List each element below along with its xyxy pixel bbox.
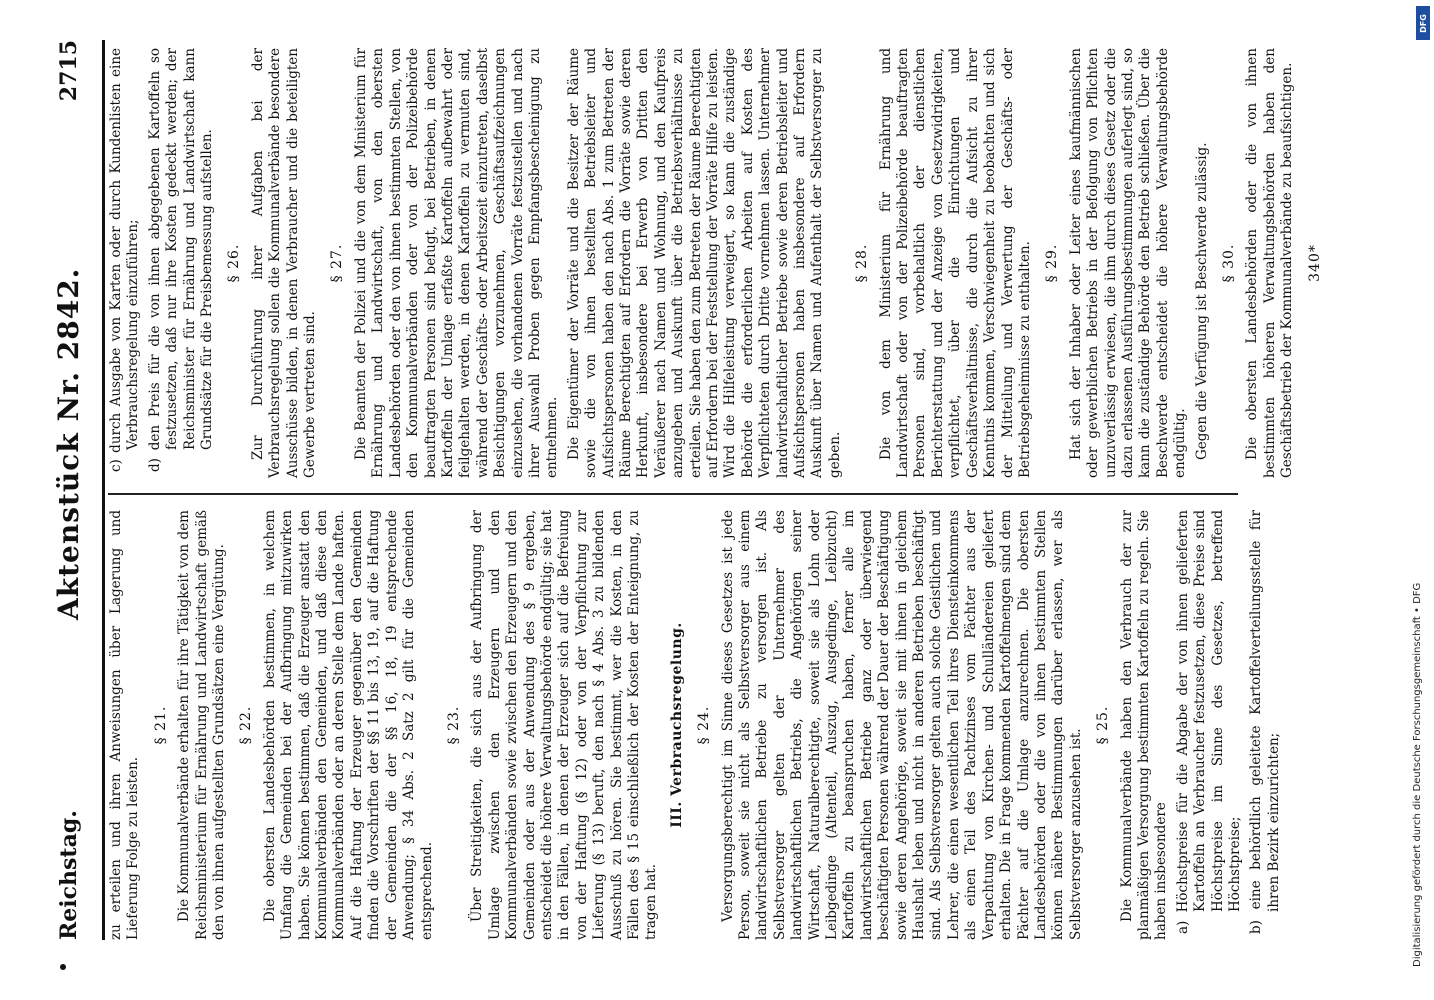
section-number: § 27. <box>329 243 346 283</box>
paragraph: Die Kommunalverbände erhalten für ihre Tätigkeit von dem Reichsministerium für Ernährung und Landwirtschaft gemäß den von ihnen aufgestellten Grundsätzen eine Vergütung. <box>176 510 228 940</box>
paragraph: Versorgungsberechtigt im Sinne dieses Gesetzes ist jede Person, soweit sie nicht als Selbstversorger aus einem landwirtschaftlichen Betriebe zu versorgen ist. Als Selbstversorger gelten der Unternehmer des landwirtschaftlichen Betriebs, die Angehörigen seiner Wirtschaft, Naturalberechtigte, soweit sie als Lohn oder Leibgedinge (Altenteil, Auszug, Ausgedinge, Leibzucht) Kartoffeln zu beanspruchen haben, ferner alle im landwirtschaftlichen Betriebe ganz oder überwiegend beschäftigten Personen während der Dauer der Beschäftigung sowie deren Angehörige, soweit sie mit ihnen in gleichem Haushalt leben und nicht in anderen Betrieben beschäftigt sind. Als Selbstversorger gelten auch solche Geistlichen und Lehrer, die einen wesentlichen Teil ihres Diensteinkommens als einen Teil des Pachtzinses vom Pächter aus der Verpachtung von Kirchen- und Schulländereien geliefert erhalten. Die in Frage kommenden Kartoffelmengen sind dem Pächter auf die Umlage anzurechnen. Die obersten Landesbehörden oder die von ihnen bestimmten Stellen können nähere Bestimmungen darüber erlassen, wer als Selbstversorger anzusehen ist. <box>719 510 1084 940</box>
column-divider <box>108 494 1238 496</box>
section-number: § 29. <box>1044 243 1061 283</box>
section-number: § 30. <box>1220 243 1237 283</box>
paragraph: Über Streitigkeiten, die sich aus der Aufbringung der Umlage zwischen den Erzeugern und den Kommunalverbänden sowie zwischen den Erzeugern und den Gemeinden oder aus der Anwendung des § 9 ergeben, entscheidet die höhere Verwaltungsbehörde endgültig; sie hat in den Fällen, in denen der Erzeuger sich auf die Befreiung von der Haftung (§ 12) oder von der Verpflichtung zur Lieferung (§ 13) beruft, den nach § 4 Abs. 3 zu bildenden Ausschuß zu hören. Sie bestimmt, wer die Kosten, in den Fällen des § 15 einschließlich der Kosten der Enteignung, zu tragen hat. <box>469 510 660 940</box>
list-item: c) durch Ausgabe von Karten oder durch Kundenlisten eine Verbrauchsregelung einzuführen; <box>108 48 142 472</box>
logo-text: DFG <box>1418 13 1428 33</box>
section-number: § 25. <box>1095 705 1112 745</box>
signature-mark: 340* <box>1306 244 1323 282</box>
dfg-logo-icon <box>1416 6 1430 40</box>
header-title: Aktenstück Nr. 2842. <box>52 267 85 620</box>
text-column-left <box>108 510 1287 940</box>
paragraph: Die Kommunalverbände haben den Verbrauch der zur planmäßigen Versorgung bestimmten Kartoffeln zu regeln. Sie haben insbesondere <box>1118 510 1170 940</box>
paragraph: Die Beamten der Polizei und die von dem Ministerium für Ernährung und Landwirtschaft, von den obersten Landesbehörden oder den von ihnen bestimmten Stellen, von den Kommunalverbänden oder von der Polizeibehörde beauftragten Personen sind befugt, bei Betrieben, in denen Kartoffeln der Umlage erfaßte Kartoffeln aufbewahrt oder feilgehalten werden, in denen Kartoffeln zu vermuten sind, während der Geschäfts- oder Arbeitszeit einzutreten, daselbst Besichtigungen vorzunehmen, Geschäftsaufzeichnungen einzusehen, die vorhandenen Vorräte festzustellen und nach ihrer Auswahl Proben gegen Empfangsbescheinigung zu entnehmen. <box>352 48 561 478</box>
paragraph: Die obersten Landesbehörden oder die von ihnen bestimmten höheren Verwaltungsbehörden haben den Geschäftsbetrieb der Kommunalverbände zu beaufsichtigen. <box>1244 48 1296 478</box>
page-number: 2715 <box>56 40 82 102</box>
list-item: b) eine behördlich geleitete Kartoffelverteilungsstelle für ihren Bezirk einzurichten; <box>1248 510 1282 934</box>
section-number: § 24. <box>696 705 713 745</box>
list-item: d) den Preis für die von ihnen abgegebenen Kartoffeln so festzusetzen, daß nur ihre Kosten gedeckt werden; der Reichsminister für Ernährung und Landwirtschaft kann Grundsätze für die Preisbemessung aufstellen. <box>146 48 216 472</box>
paragraph: Die von dem Ministerium für Ernährung und Landwirtschaft oder von der Polizeibehörde beauftragten Personen sind, vorbehaltlich der dienstlichen Berichterstattung und der Anzeige von Gesetzwidrigkeiten, verpflichtet, über die Einrichtungen und Geschäftsverhältnisse, die durch die Aufsicht zu ihrer Kenntnis kommen, Verschwiegenheit zu beobachten und sich der Mitteilung und Verwertung der Geschäfts- oder Betriebsgeheimnisse zu enthalten. <box>877 48 1033 478</box>
text-column-right <box>108 48 1330 478</box>
paragraph: Gegen die Verfügung ist Beschwerde zulässig. <box>1193 142 1210 460</box>
page-header <box>48 40 98 940</box>
digitization-note: Digitalisierung gefördert durch die Deutsche Forschungsgemeinschaft • DFG <box>1412 582 1423 967</box>
section-number: § 23. <box>445 705 462 745</box>
section-number: § 28. <box>854 243 871 283</box>
list-item: a) Höchstpreise für die Abgabe der von ihnen gelieferten Kartoffeln an Verbraucher festzusetzen, diese Preise sind Höchstpreise im Sinne des Gesetzes, betreffend Höchstpreise; <box>1174 510 1243 934</box>
paragraph: Hat sich der Inhaber oder Leiter eines kaufmännischen oder gewerblichen Betriebs in der Befolgung von Pflichten unzuverlässig erwiesen, die ihm durch dieses Gesetz oder die dazu erlassenen Ausführungsbestimmungen auferlegt sind, so kann die zuständige Behörde den Betrieb schließen. Über die Beschwerde entscheidet die höhere Verwaltungsbehörde endgültig. <box>1067 48 1189 478</box>
paragraph: Die obersten Landesbehörden bestimmen, in welchem Umfang die Gemeinden bei der Aufbringung mitzuwirken haben. Sie können bestimmen, daß die Erzeuger anstatt den Kommunalverbänden den Gemeinden, und daß diese den Kommunalverbänden oder an deren Stelle dem Lande haften. Auf die Haftung der Erzeuger gegenüber den Gemeinden finden die Vorschriften der §§ 11 bis 13, 19, auf die Haftung der Gemeinden die der §§ 16, 18, 19 entsprechende Anwendung; § 34 Abs. 2 Satz 2 gilt für die Gemeinden entsprechend. <box>261 510 435 940</box>
chapter-heading: III. Verbrauchsregelung. <box>668 622 685 828</box>
section-number: § 21. <box>152 705 169 745</box>
paragraph: Zur Durchführung ihrer Aufgaben bei der Verbrauchsregelung sollen die Kommunalverbände besondere Ausschüsse bilden, in denen Verbraucher und die beteiligten Gewerbe vertreten sind. <box>249 48 319 478</box>
paragraph: Die Eigentümer der Vorräte und die Besitzer der Räume sowie die von ihnen bestellten Betriebsleiter und Aufsichtspersonen haben den nach Abs. 1 zum Betreten der Räume Berechtigten auf Erfordern die Vorräte sowie deren Herkunft, insbesondere bei Erwerb von Dritten den Veräußerer nach Namen und Wohnung, und den Kaufpreis anzugeben und Auskunft über die Betriebsverhältnisse zu erteilen. Sie haben den zum Betreten der Räume Berechtigten auf Erfordern bei der Feststellung der Vorräte Hilfe zu leisten. Wird die Hilfeleistung verweigert, so kann die zuständige Behörde die erforderlichen Arbeiten auf Kosten des Verpflichteten durch Dritte vornehmen lassen. Unternehmer landwirtschaftlicher Betriebe sowie deren Betriebsleiter und Aufsichtspersonen haben insbesondere auf Erfordern Auskunft über Namen und Aufenthalt der Selbstversorger zu geben. <box>565 48 843 478</box>
header-rule <box>102 40 105 940</box>
paragraph: zu erteilen und ihren Anweisungen über Lagerung und Lieferung Folge zu leisten. <box>108 510 142 940</box>
section-number: § 22. <box>238 705 255 745</box>
header-left: Reichstag. <box>56 810 82 940</box>
ink-dot <box>60 964 66 970</box>
section-number: § 26. <box>226 243 243 283</box>
digitization-sidebar <box>1404 0 1434 1000</box>
